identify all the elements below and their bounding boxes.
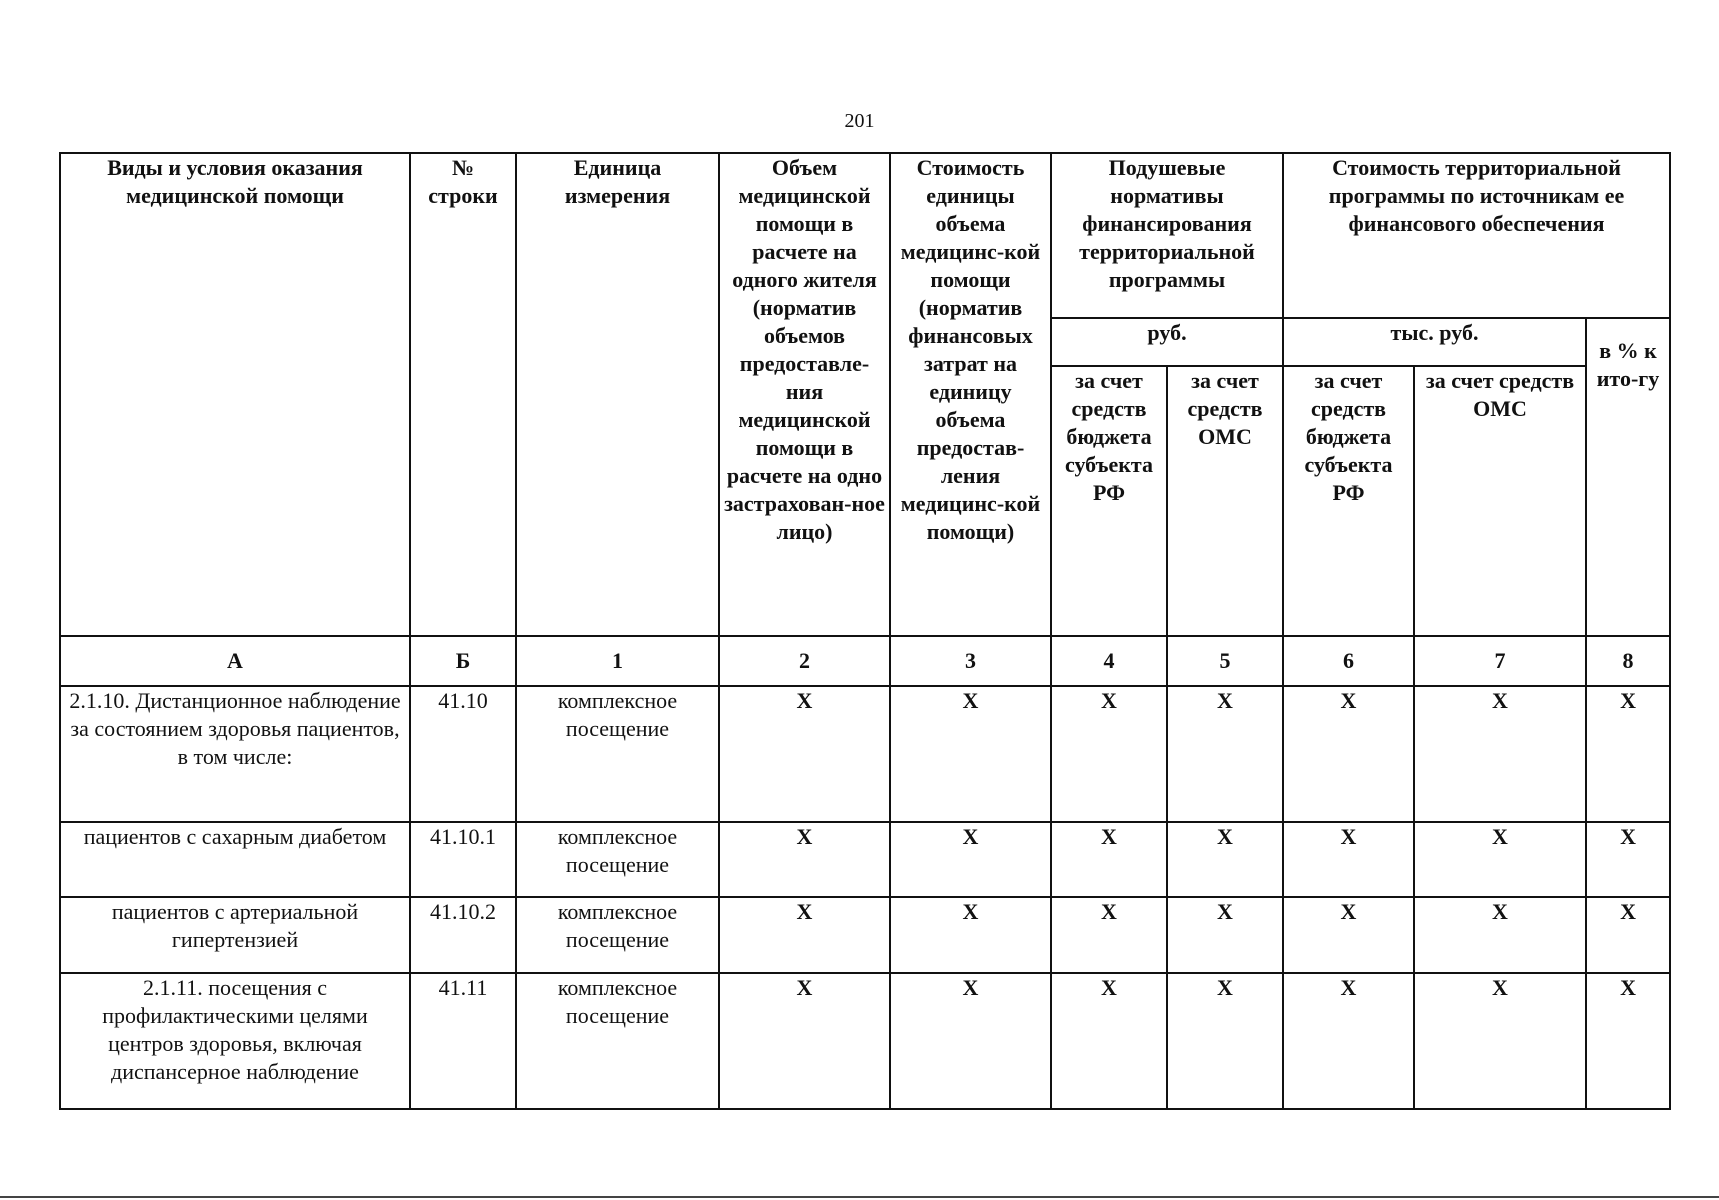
row-number: 41.10.1: [410, 822, 516, 898]
cell-value: Х: [1414, 686, 1586, 822]
cell-value: Х: [1167, 822, 1283, 898]
row-number: 41.10: [410, 686, 516, 822]
cell-value: Х: [1051, 973, 1167, 1109]
row-unit: комплексное посещение: [516, 973, 719, 1109]
cell-value: Х: [1167, 686, 1283, 822]
column-letter: 4: [1051, 636, 1167, 686]
funding-table: [59, 152, 1671, 1110]
header-program-cost-group: Стоимость территориальной программы по источникам ее финансового обеспечения: [1283, 153, 1670, 318]
column-letter: 5: [1167, 636, 1283, 686]
cell-value: Х: [1283, 686, 1414, 822]
cell-value: Х: [1414, 973, 1586, 1109]
header-budget-cost: за счет средств бюджета субъекта РФ: [1283, 366, 1414, 636]
cell-value: Х: [1051, 822, 1167, 898]
cell-value: Х: [1051, 897, 1167, 973]
row-label: 2.1.10. Дистанционное наблюдение за состоянием здоровья пациентов, в том числе:: [60, 686, 410, 822]
table-row: [60, 822, 1670, 898]
header-per-capita-group: Подушевые нормативы финансирования территориальной программы: [1051, 153, 1283, 318]
column-letter: 8: [1586, 636, 1670, 686]
header-rub: руб.: [1051, 318, 1283, 366]
cell-value: Х: [1167, 973, 1283, 1109]
header-row-number: № строки: [410, 153, 516, 636]
header-types: Виды и условия оказания медицинской помощи: [60, 153, 410, 636]
row-label: пациентов с сахарным диабетом: [60, 822, 410, 898]
header-thous-rub: тыс. руб.: [1283, 318, 1586, 366]
table-row: [60, 973, 1670, 1109]
row-label: 2.1.11. посещения с профилактическими целями центров здоровья, включая диспансерное наблюдение: [60, 973, 410, 1109]
column-letter: А: [60, 636, 410, 686]
cell-value: Х: [890, 686, 1051, 822]
column-letter: 1: [516, 636, 719, 686]
cell-value: Х: [1167, 897, 1283, 973]
cell-value: Х: [890, 973, 1051, 1109]
header-volume: Объем медицинской помощи в расчете на одного жителя (норматив объемов предоставле-ния медицинской помощи в расчете на одно застрахован-ное лицо): [719, 153, 890, 636]
header-oms-per-capita: за счет средств ОМС: [1167, 366, 1283, 636]
cell-value: Х: [1283, 973, 1414, 1109]
header-percent: в % к ито-гу: [1586, 318, 1670, 636]
scan-edge-line: [0, 1196, 1719, 1198]
cell-value: Х: [1414, 897, 1586, 973]
cell-value: Х: [1586, 897, 1670, 973]
cell-value: Х: [719, 973, 890, 1109]
cell-value: Х: [719, 822, 890, 898]
cell-value: Х: [890, 897, 1051, 973]
header-unit-cost: Стоимость единицы объема медицинс-кой помощи (норматив финансовых затрат на единицу объема предостав-ления медицинс-кой помощи): [890, 153, 1051, 636]
table-row: [60, 897, 1670, 973]
cell-value: Х: [1586, 822, 1670, 898]
cell-value: Х: [1283, 822, 1414, 898]
cell-value: Х: [719, 686, 890, 822]
column-letter: 3: [890, 636, 1051, 686]
row-label: пациентов с артериальной гипертензией: [60, 897, 410, 973]
header-budget-per-capita: за счет средств бюджета субъекта РФ: [1051, 366, 1167, 636]
cell-value: Х: [1586, 686, 1670, 822]
row-number: 41.11: [410, 973, 516, 1109]
header-unit: Единица измерения: [516, 153, 719, 636]
cell-value: Х: [1051, 686, 1167, 822]
row-number: 41.10.2: [410, 897, 516, 973]
cell-value: Х: [890, 822, 1051, 898]
row-unit: комплексное посещение: [516, 822, 719, 898]
header-oms-cost: за счет средств ОМС: [1414, 366, 1586, 636]
row-unit: комплексное посещение: [516, 897, 719, 973]
column-letter: 6: [1283, 636, 1414, 686]
column-letter: 7: [1414, 636, 1586, 686]
table-row: [60, 686, 1670, 822]
row-unit: комплексное посещение: [516, 686, 719, 822]
cell-value: Х: [719, 897, 890, 973]
cell-value: Х: [1414, 822, 1586, 898]
cell-value: Х: [1586, 973, 1670, 1109]
cell-value: Х: [1283, 897, 1414, 973]
column-letter: Б: [410, 636, 516, 686]
page-number: 201: [844, 110, 875, 132]
column-letter: 2: [719, 636, 890, 686]
